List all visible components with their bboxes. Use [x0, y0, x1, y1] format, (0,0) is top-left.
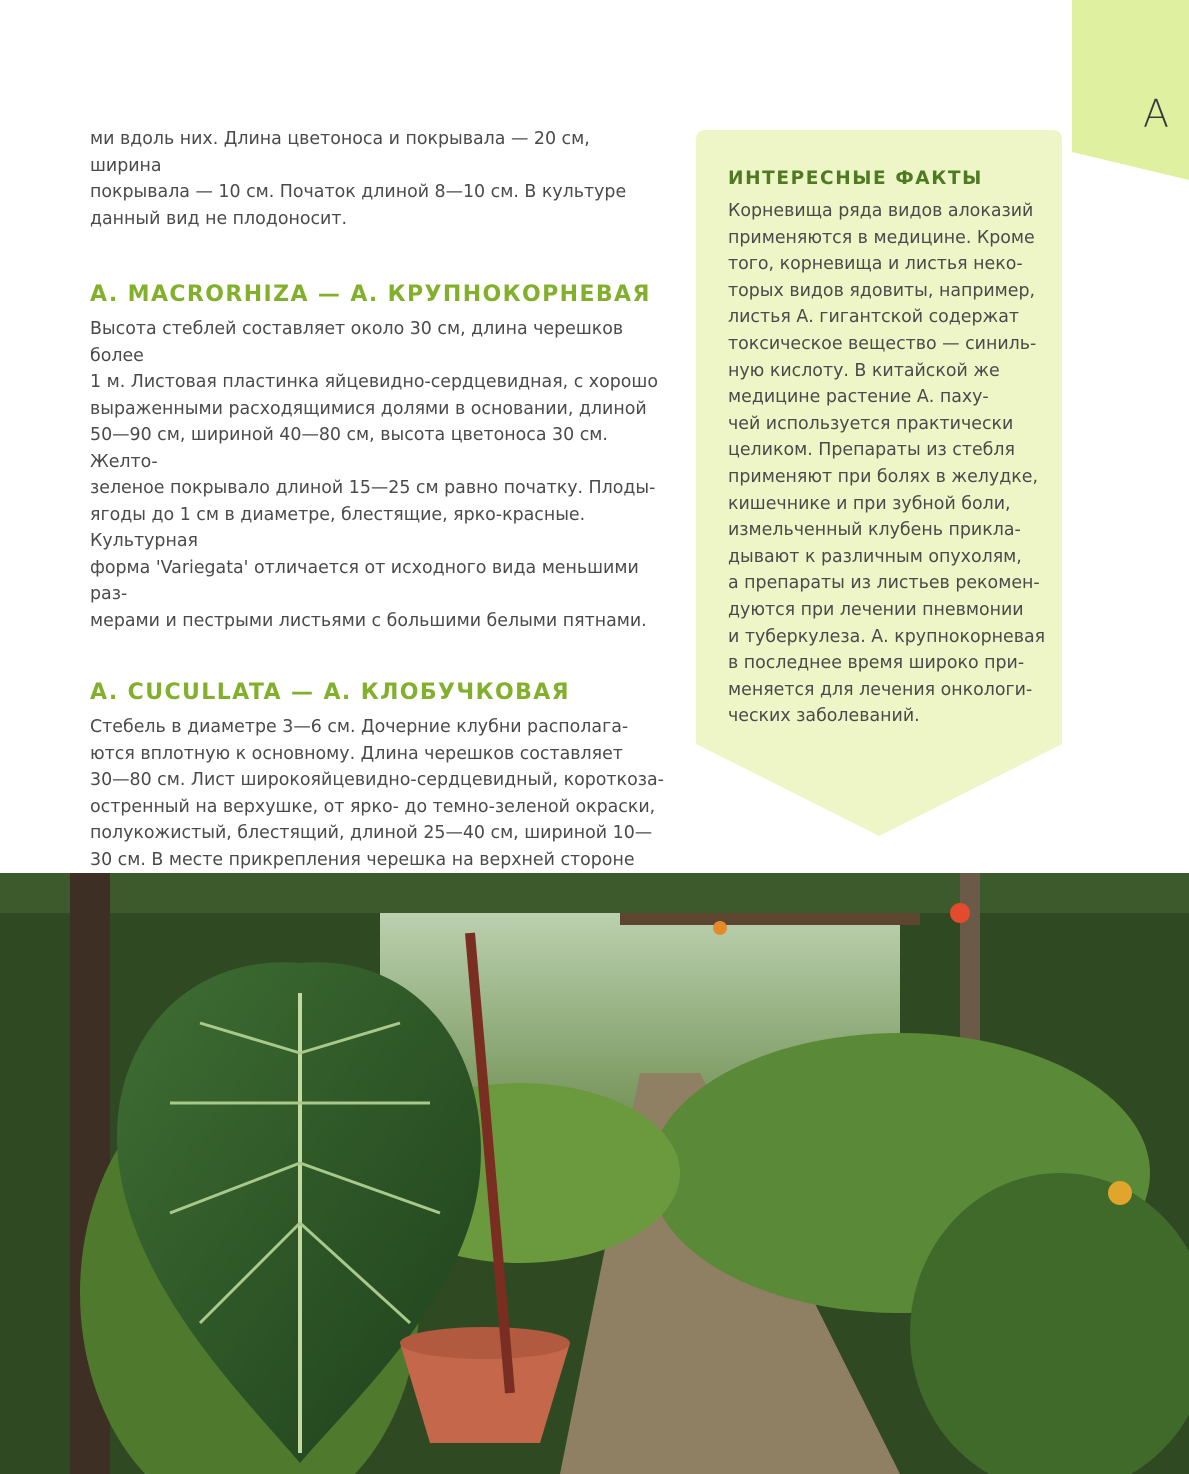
facts-heading: ИНТЕРЕСНЫЕ ФАКТЫ: [728, 168, 983, 189]
alphabet-tab: [1072, 0, 1189, 180]
facts-text: Корневища ряда видов алоказий применяются в медицине. Кроме того, корневища и листья неко- торых видов ядовиты, например, листья А. гигантской содержат токсическое вещество — синиль- ную кислоту. В китайской же медицине растение А. паху- чей используется практически целиком. Препараты из стебля применяют при болях в желудке, кишечнике и при зубной боли, измельченный клубень прикла- дывают к различным опухолям, а препараты из листьев рекомен- дуются при лечении пневмонии и туберкулеза. А. крупнокорневая в последнее время широко при- меняется для лечения онкологи- ческих заболеваний.: [728, 201, 1046, 727]
section-body-macrorrhiza: Высота стеблей составляет около 30 см, длина черешков более 1 м. Листовая пластинка яйцевидно-сердцевидная, с хорошо выраженными расходящимися долями в основании, длиной 50—90 см, шириной 40—80 см, высота цветоноса 30 см. Желто- зеленое покрывало длиной 15—25 см равно початку. Плоды- ягоды до 1 см в диаметре, блестящие, ярко-красные. Культурная форма 'Variegata' отличается от исходного вида меньшими раз- мерами и пестрыми листьями с большими белыми пятнами.: [90, 319, 658, 631]
alphabet-letter: А: [1143, 92, 1169, 136]
alphabet-tab-shape: [1072, 0, 1189, 180]
section-body-cucullata: Стебель в диаметре 3—6 см. Дочерние клубни располага- ются вплотную к основному. Длина черешков составляет 30—80 см. Лист широкояйцевидно-сердцевидный, короткоза- остренный на верхушке, от ярко- до темно-зеленой окраски, полукожистый, блестящий, длиной 25—40 см, шириной 10— 30 см. В месте прикрепления черешка на верхней стороне: [90, 717, 664, 870]
section-heading-cucullata: A. CUCULLATA — А. КЛОБУЧКОВАЯ: [90, 680, 570, 705]
facts-box: [696, 130, 1062, 836]
section-heading-macrorrhiza: A. MACRORHIZA — А. КРУПНОКОРНЕВАЯ: [90, 282, 651, 307]
greenhouse-photo: [0, 873, 1189, 1474]
intro-paragraph: ми вдоль них. Длина цветоноса и покрывала — 20 см, ширина покрывала — 10 см. Початок длиной 8—10 см. В культуре данный вид не плодоносит.: [90, 129, 627, 229]
greenhouse-photo-art: [0, 873, 1189, 1474]
